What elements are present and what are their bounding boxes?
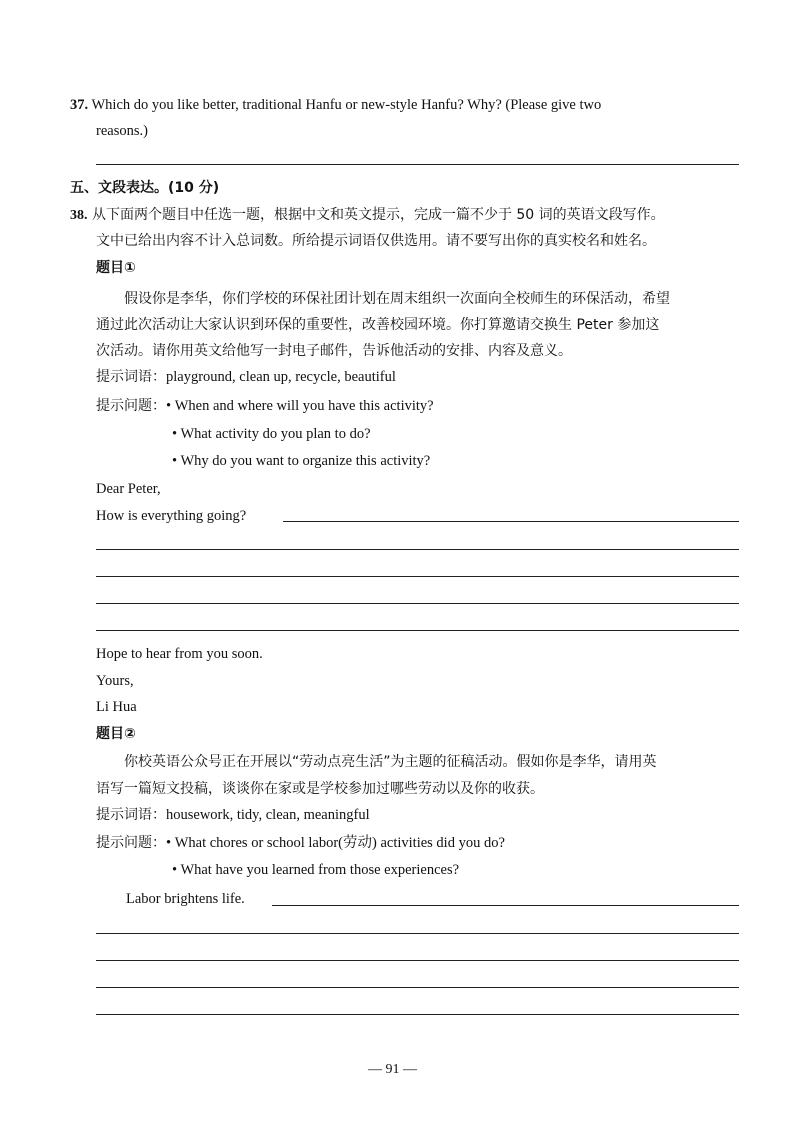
instruction-line-1: 从下面两个题目中任选一题，根据中文和英文提示，完成一篇不少于 50 词的英语文段写作。 [91,207,665,223]
hint-questions-label: 提示问题： [96,835,166,851]
answer-line[interactable] [272,905,739,906]
topic-2-para-1: 你校英语公众号正在开展以“劳动点亮生活”为主题的征稿活动。假如你是李华，请用英 [124,754,657,770]
answer-line[interactable] [96,933,739,934]
topic-2-hint-questions [96,834,505,852]
answer-line[interactable] [283,521,739,522]
answer-line[interactable] [96,164,739,165]
topic-2-para-2: 语写一篇短文投稿，谈谈你在家或是学校参加过哪些劳动以及你的收获。 [96,781,544,797]
topic-1-para-1: 假设你是李华，你们学校的环保社团计划在周末组织一次面向全校师生的环保活动，希望 [124,291,670,307]
question-37-line2: reasons.) [96,123,148,139]
hint-question-2: • What have you learned from those experiences? [172,862,460,878]
topic-2-hint-words [96,806,370,824]
question-number: 37. [70,97,89,113]
answer-line[interactable] [96,987,739,988]
letter-name: Li Hua [96,699,137,715]
hint-question-1: • When and where will you have this activity? [166,398,434,414]
question-number: 38. [70,208,88,223]
answer-line[interactable] [96,603,739,604]
topic-1-para-2: 通过此次活动让大家认识到环保的重要性，改善校园环境。你打算邀请交换生 Peter 参加这 [96,317,660,333]
section-heading: 五、文段表达。(10 分) [70,180,220,196]
hint-words-label: 提示词语： [96,807,166,823]
hint-words: housework, tidy, clean, meaningful [166,807,370,823]
hint-question-2: • What activity do you plan to do? [172,426,371,442]
question-37 [70,96,601,114]
hint-words-label: 提示词语： [96,369,166,385]
hint-words: playground, clean up, recycle, beautiful [166,369,396,385]
answer-line[interactable] [96,549,739,550]
topic-1-para-3: 次活动。请你用英文给他写一封电子邮件，告诉他活动的安排、内容及意义。 [96,343,572,359]
hint-questions-label: 提示问题： [96,398,166,414]
question-text: Which do you like better, traditional Hanfu or new-style Hanfu? Why? (Please give two [91,97,602,113]
letter-opening: How is everything going? [96,508,247,524]
answer-line[interactable] [96,576,739,577]
page-number: — 91 — [368,1062,417,1077]
instruction-line-2: 文中已给出内容不计入总词数。所给提示词语仅供选用。请不要写出你的真实校名和姓名。 [96,233,656,249]
topic-1-hint-words [96,368,396,386]
hint-question-1: • What chores or school labor(劳动) activities did you do? [166,835,505,851]
answer-line[interactable] [96,1014,739,1015]
essay-opening: Labor brightens life. [126,891,245,907]
letter-closing: Hope to hear from you soon. [96,646,263,662]
hint-question-3: • Why do you want to organize this activity? [172,453,431,469]
answer-line[interactable] [96,630,739,631]
letter-greeting: Dear Peter, [96,481,161,497]
question-38 [70,206,665,225]
answer-line[interactable] [96,960,739,961]
topic-1-title: 题目① [96,260,136,276]
letter-signoff: Yours, [96,673,134,689]
topic-1-hint-questions [96,397,434,415]
topic-2-title: 题目② [96,726,136,742]
